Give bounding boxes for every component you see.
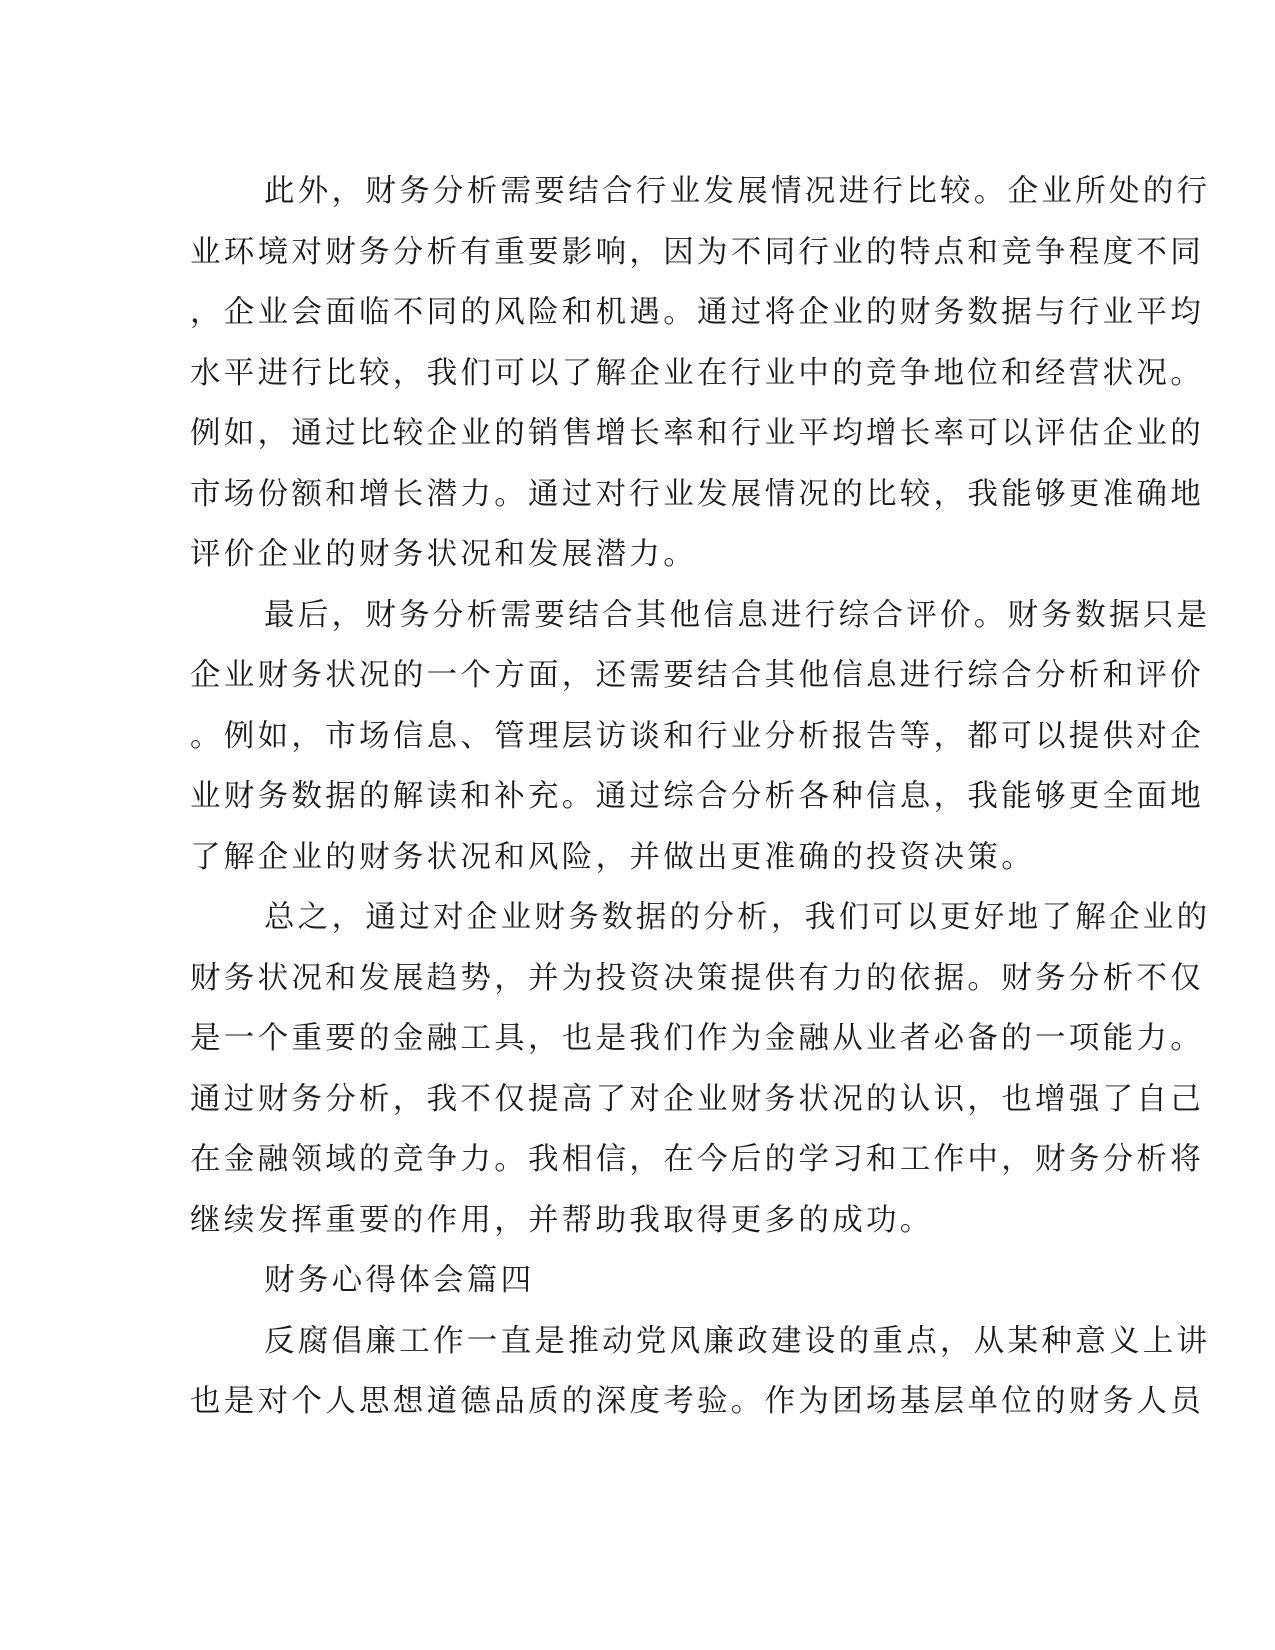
document-body (190, 162, 1211, 1433)
text-line: 也是对个人思想道德品质的深度考验。作为团场基层单位的财务人员 (190, 1384, 1204, 1419)
text-line: 市场份额和增长潜力。通过对行业发展情况的比较，我能够更准确地 (190, 476, 1204, 512)
text-line: 反腐倡廉工作一直是推动党风廉政建设的重点，从某种意义上讲 (264, 1323, 1211, 1359)
text-line: ，企业会面临不同的风险和机遇。通过将企业的财务数据与行业平均 (190, 295, 1204, 330)
text-line: 通过财务分析，我不仅提高了对企业财务状况的认识，也增强了自己 (190, 1081, 1204, 1117)
text-line: 此外，财务分析需要结合行业发展情况进行比较。企业所处的行 (264, 174, 1211, 209)
text-line: 最后，财务分析需要结合其他信息进行综合评价。财务数据只是 (264, 597, 1211, 633)
text-line: 评价企业的财务状况和发展潜力。 (190, 537, 697, 572)
text-line: 。例如，市场信息、管理层访谈和行业分析报告等，都可以提供对企 (190, 718, 1204, 754)
text-line: 水平进行比较，我们可以了解企业在行业中的竞争地位和经营状况。 (190, 355, 1204, 391)
text-line: 了解企业的财务状况和风险，并做出更准确的投资决策。 (190, 839, 1035, 875)
text-line: 是一个重要的金融工具，也是我们作为金融从业者必备的一项能力。 (190, 1021, 1204, 1056)
section-heading: 财务心得体会篇四 (264, 1263, 535, 1298)
text-line: 继续发挥重要的作用，并帮助我取得更多的成功。 (190, 1202, 934, 1238)
text-line: 企业财务状况的一个方面，还需要结合其他信息进行综合分析和评价 (190, 658, 1204, 693)
text-line: 总之，通过对企业财务数据的分析，我们可以更好地了解企业的 (264, 900, 1211, 935)
text-line: 在金融领域的竞争力。我相信，在今后的学习和工作中，财务分析将 (190, 1142, 1204, 1177)
text-line: 业环境对财务分析有重要影响，因为不同行业的特点和竞争程度不同 (190, 234, 1204, 270)
text-line: 财务状况和发展趋势，并为投资决策提供有力的依据。财务分析不仅 (190, 960, 1204, 996)
text-line: 业财务数据的解读和补充。通过综合分析各种信息，我能够更全面地 (190, 779, 1204, 814)
text-line: 例如，通过比较企业的销售增长率和行业平均增长率可以评估企业的 (190, 416, 1204, 451)
